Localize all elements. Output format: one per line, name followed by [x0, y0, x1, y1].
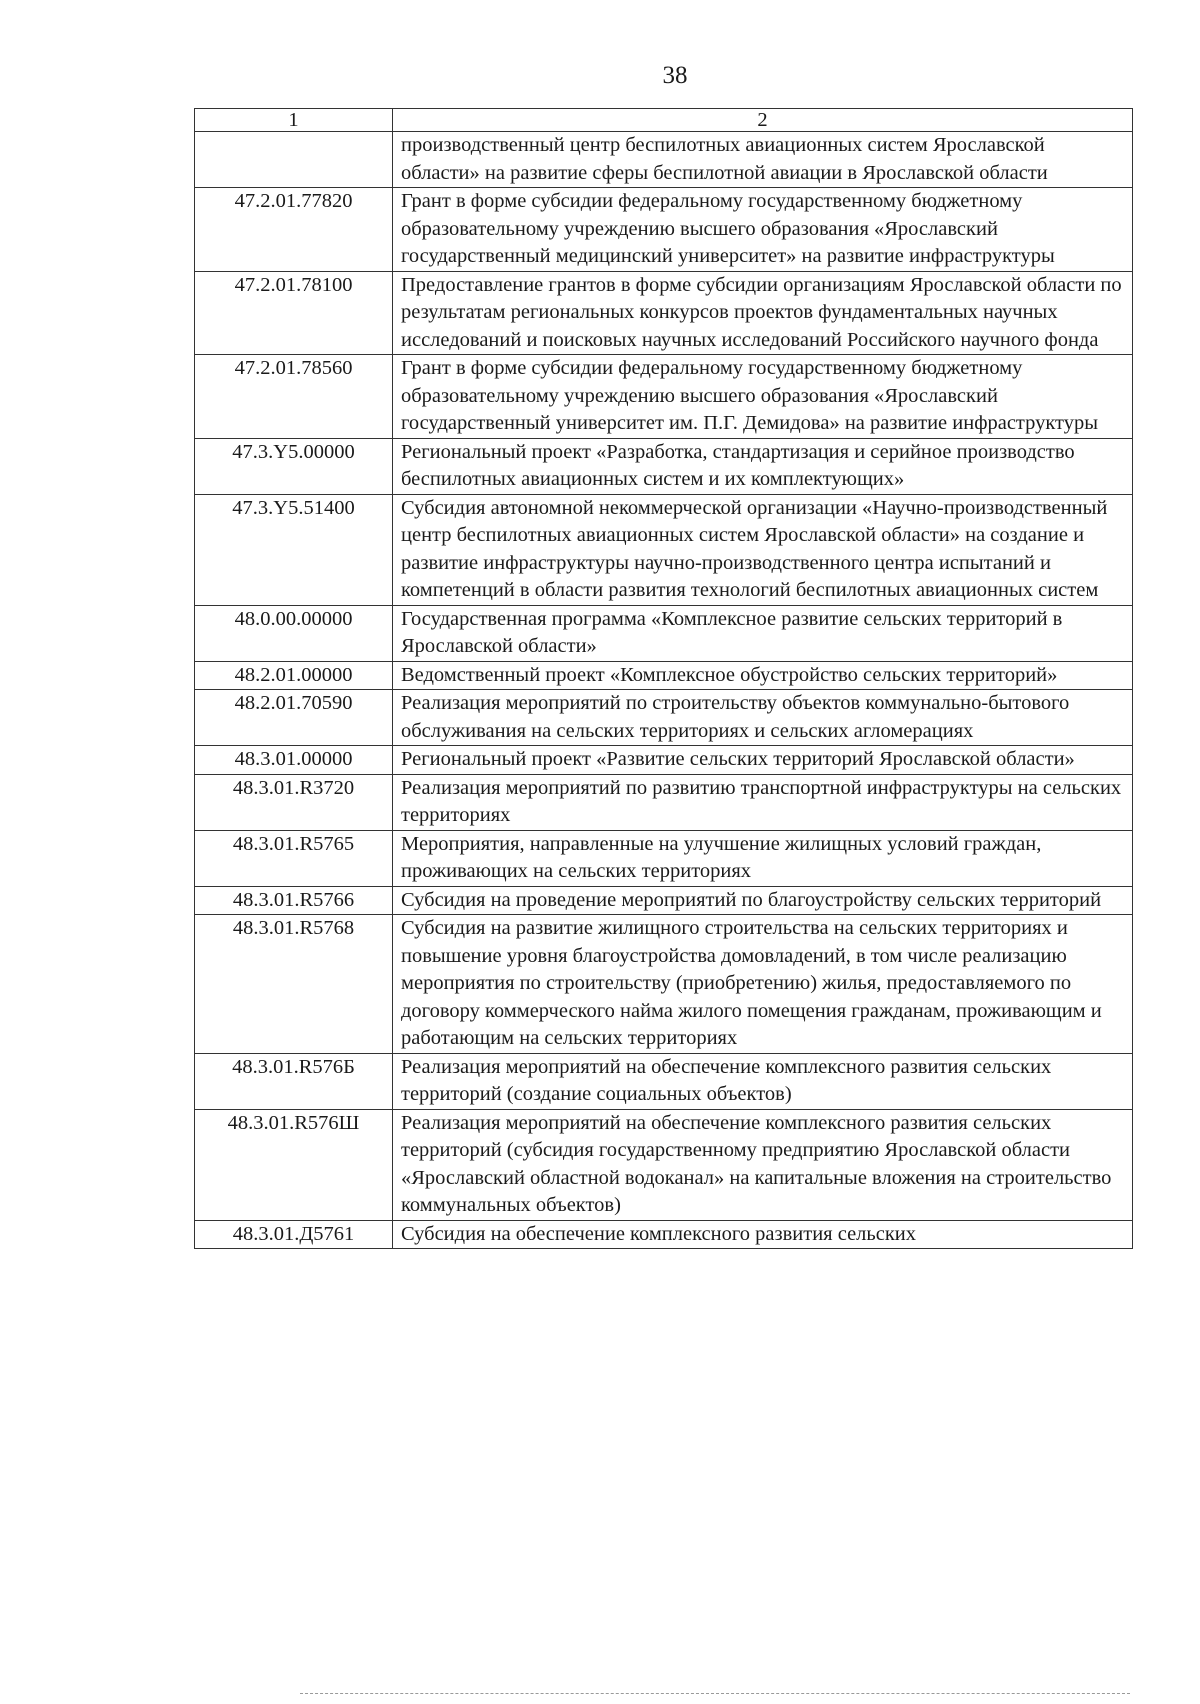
column-header-description: 2 — [393, 109, 1133, 132]
expense-description: Субсидия на обеспечение комплексного развития сельских — [393, 1220, 1133, 1249]
classification-code: 48.0.00.00000 — [195, 605, 393, 661]
table-body — [195, 132, 1133, 1249]
budget-classification-table — [194, 108, 1133, 1249]
table-row — [195, 438, 1133, 494]
table-row — [195, 494, 1133, 605]
table-row — [195, 1109, 1133, 1220]
table-row — [195, 355, 1133, 439]
classification-code: 48.3.01.R5765 — [195, 830, 393, 886]
classification-code: 47.2.01.77820 — [195, 188, 393, 272]
classification-code: 48.3.01.R3720 — [195, 774, 393, 830]
classification-code: 48.3.01.R576Ш — [195, 1109, 393, 1220]
table-row — [195, 271, 1133, 355]
classification-code: 47.3.Y5.51400 — [195, 494, 393, 605]
expense-description: Грант в форме субсидии федеральному государственному бюджетному образовательному учреждению высшего образования «Ярославский государственный медицинский университет» на развитие инфраструктуры — [393, 188, 1133, 272]
classification-code — [195, 132, 393, 188]
table-row — [195, 830, 1133, 886]
table-row — [195, 188, 1133, 272]
classification-code: 48.3.01.R5768 — [195, 915, 393, 1054]
classification-code: 47.2.01.78100 — [195, 271, 393, 355]
table-row — [195, 886, 1133, 915]
expense-description: Реализация мероприятий на обеспечение комплексного развития сельских территорий (субсидия государственному предприятию Ярославской области «Ярославский областной водоканал» на капитальные вложения на строительство коммунальных объектов) — [393, 1109, 1133, 1220]
expense-description: Реализация мероприятий по развитию транспортной инфраструктуры на сельских территориях — [393, 774, 1133, 830]
expense-description: Региональный проект «Разработка, стандартизация и серийное производство беспилотных авиационных систем и их комплектующих» — [393, 438, 1133, 494]
table-row — [195, 915, 1133, 1054]
classification-code: 48.2.01.70590 — [195, 690, 393, 746]
table-row — [195, 661, 1133, 690]
scan-artifact-line — [300, 1693, 1130, 1698]
classification-code: 47.2.01.78560 — [195, 355, 393, 439]
expense-description: Субсидия автономной некоммерческой организации «Научно-производственный центр беспилотных авиационных систем Ярославской области» на создание и развитие инфраструктуры научно-производственного центра испытаний и компетенций в области развития технологий беспилотных авиационных систем — [393, 494, 1133, 605]
expense-description: Региональный проект «Развитие сельских территорий Ярославской области» — [393, 746, 1133, 775]
table-row — [195, 132, 1133, 188]
classification-code: 48.3.01.R576Б — [195, 1053, 393, 1109]
classification-code: 48.2.01.00000 — [195, 661, 393, 690]
column-header-code: 1 — [195, 109, 393, 132]
page-number: 38 — [662, 62, 688, 89]
table-row — [195, 774, 1133, 830]
table-row — [195, 1053, 1133, 1109]
expense-description: Субсидия на проведение мероприятий по благоустройству сельских территорий — [393, 886, 1133, 915]
table-row — [195, 690, 1133, 746]
expense-description: Ведомственный проект «Комплексное обустройство сельских территорий» — [393, 661, 1133, 690]
expense-description: Субсидия на развитие жилищного строительства на сельских территориях и повышение уровня благоустройства домовладений, в том числе реализацию мероприятия по строительству (приобретению) жилья, предоставляемого по договору коммерческого найма жилого помещения гражданам, проживающим и работающим на сельских территориях — [393, 915, 1133, 1054]
classification-code: 47.3.Y5.00000 — [195, 438, 393, 494]
expense-description: Государственная программа «Комплексное развитие сельских территорий в Ярославской области» — [393, 605, 1133, 661]
classification-code: 48.3.01.00000 — [195, 746, 393, 775]
expense-description: Мероприятия, направленные на улучшение жилищных условий граждан, проживающих на сельских территориях — [393, 830, 1133, 886]
classification-code: 48.3.01.R5766 — [195, 886, 393, 915]
table-row — [195, 746, 1133, 775]
table-row — [195, 605, 1133, 661]
expense-description: Реализация мероприятий по строительству объектов коммунально-бытового обслуживания на сельских территориях и сельских агломерациях — [393, 690, 1133, 746]
table-header-row — [195, 109, 1133, 132]
expense-description: производственный центр беспилотных авиационных систем Ярославской области» на развитие сферы беспилотной авиации в Ярославской области — [393, 132, 1133, 188]
classification-code: 48.3.01.Д5761 — [195, 1220, 393, 1249]
table-row — [195, 1220, 1133, 1249]
expense-description: Грант в форме субсидии федеральному государственному бюджетному образовательному учреждению высшего образования «Ярославский государственный университет им. П.Г. Демидова» на развитие инфраструктуры — [393, 355, 1133, 439]
expense-description: Предоставление грантов в форме субсидии организациям Ярославской области по результатам региональных конкурсов проектов фундаментальных научных исследований и поисковых научных исследований Российского научного фонда — [393, 271, 1133, 355]
expense-description: Реализация мероприятий на обеспечение комплексного развития сельских территорий (создание социальных объектов) — [393, 1053, 1133, 1109]
